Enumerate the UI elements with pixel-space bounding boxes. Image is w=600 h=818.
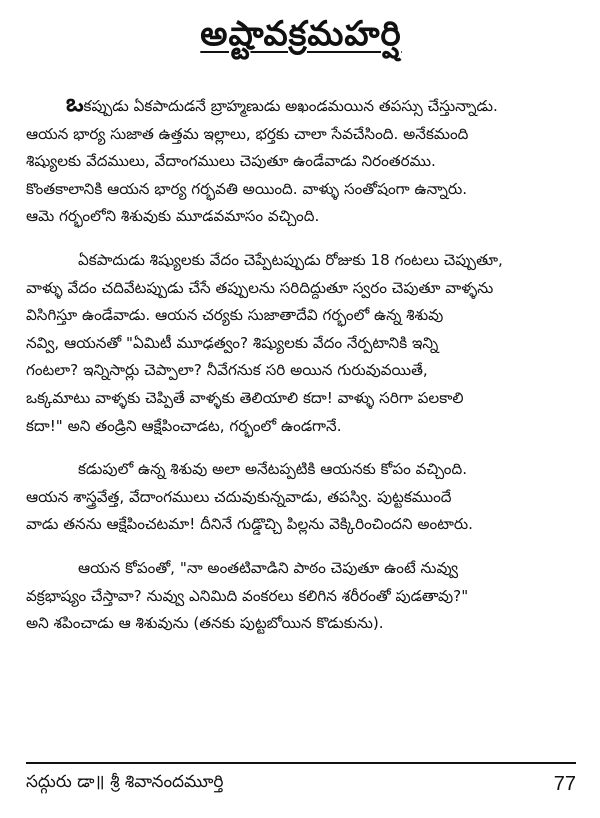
paragraph-line: ఒక్కమాటు వాళ్ళకు చెప్పితే వాళ్ళకు తెలియాలి కదా! వాళ్ళు సరిగా పలకాలి xyxy=(26,388,464,407)
paragraph-line: ఏకపాదుడు శిష్యులకు వేదం చెప్పేటప్పుడు రోజుకు 18 గంటలు చెప్పుతూ, xyxy=(78,250,503,269)
drop-cap: ఒ xyxy=(66,89,84,117)
page-footer xyxy=(26,762,576,796)
paragraph-line: విసిగిస్తూ ఉండేవాడు. ఆయన చర్యకు సుజాతాదేవి గర్భంలో ఉన్న శిశువు xyxy=(26,306,444,325)
chapter-body xyxy=(26,90,576,638)
paragraph-line xyxy=(26,90,576,121)
paragraph-line: గంటలా? ఇన్నిసార్లు చెప్పాలా? నీవేగనుక సరి అయిన గురువువయితే, xyxy=(26,361,428,380)
line-text: కప్పుడు ఏకపాదుడనే బ్రాహ్మణుడు అఖండమయిన తపస్సు చేస్తున్నాడు. xyxy=(83,97,498,115)
paragraph-line: కొంతకాలానికి ఆయన భార్య గర్భవతి అయింది. వాళ్ళు సంతోషంగా ఉన్నారు. xyxy=(26,179,468,198)
paragraph-line: ఆయన భార్య సుజాత ఉత్తమ ఇల్లాలు, భర్తకు చాలా సేవచేసింది. అనేకమంది xyxy=(26,124,469,143)
paragraph-line: కదా!" అని తండ్రిని ఆక్షేపించాడట, గర్భంలో ఉండగానే. xyxy=(26,416,342,435)
paragraph-line: ఆయన కోపంతో, "నా అంతటివాడిని పాఠం చెపుతూ ఉంటే నువ్వు xyxy=(78,558,459,577)
paragraph-4 xyxy=(26,555,576,638)
paragraph-line: నవ్వి, ఆయనతో "ఏమిటీ మూఢత్వం? శిష్యులకు వేదం నేర్పటానికి ఇన్ని xyxy=(26,333,439,352)
footer-author: సద్గురు డా॥ శ్రీ శివానందమూర్తి xyxy=(26,772,224,792)
paragraph-line: అని శపించాడు ఆ శిశువును (తనకు పుట్టబోయిన కొడుకును). xyxy=(26,614,384,633)
paragraph-line: ఆమె గర్భంలోని శిశువుకు మూడవమాసం వచ్చింది. xyxy=(26,207,320,226)
paragraph-1 xyxy=(26,90,576,231)
paragraph-line: వాళ్ళు వేదం చదివేటప్పుడు చేసే తప్పులను సరిదిద్దుతూ స్వరం చెపుతూ వాళ్ళను xyxy=(26,278,494,297)
page-number: 77 xyxy=(553,772,576,795)
paragraph-3 xyxy=(26,456,576,539)
paragraph-line: ఆయన శాస్త్రవేత్త, వేదాంగములు చదువుకున్నవాడు, తపస్వి. పుట్టకముందే xyxy=(26,487,452,506)
paragraph-line: వక్రభాష్యం చేస్తావా? నువ్వు ఎనిమిది వంకరలు కలిగిన శరీరంతో పుడతావు?" xyxy=(26,586,469,605)
footer-row xyxy=(26,764,576,796)
chapter-title: అష్టావక్రమహర్షి xyxy=(200,14,402,54)
paragraph-line: వాడు తనను ఆక్షేపించటమా! దీనినే గుడ్డొచ్చి పిల్లను వెక్కిరించిందని అంటారు. xyxy=(26,515,473,534)
paragraph-line: కడుపులో ఉన్న శిశువు అలా అనేటప్పటికి ఆయనకు కోపం వచ్చింది. xyxy=(78,460,468,479)
paragraph-line: శిష్యులకు వేదములు, వేదాంగములు చెపుతూ ఉండేవాడు నిరంతరము. xyxy=(26,152,436,171)
paragraph-2 xyxy=(26,247,576,440)
